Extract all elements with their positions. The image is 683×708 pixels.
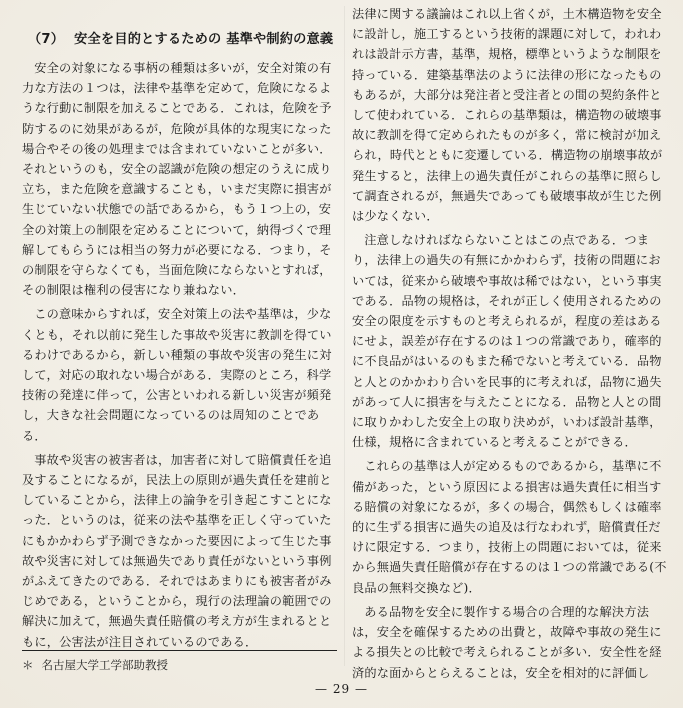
right-column: [352, 4, 670, 687]
paragraph: 安全の対象になる事柄の種類は多いが，安全対策の有力な方法の１つは，法律や基準を定めて，危険になるような行動に制限を加えることである．これは，危険を予防するのに効果があるが，危険が具体的な現実になった場合やその後の処理までは含まれていないことが多い．それというのも，安全の認識が危険の想定のうえに成り立ち，また危険を意識することも，いまだ実際に損害が生じていない状態での話であるから，もう１つ上の，安全の対策上の制限を定めることについて，納得づくで理解してもらうには相当の努力が必要になる．つまり，その制限を守らなくても，当面危険にならないとすれば，その制限は権利の侵害になり兼ねない．: [22, 61, 332, 298]
paragraph: ある品物を安全に製作する場合の合理的な解決方法は，安全を確保するための出費と，故障や事故の発生による損失との比較で考えられることが多い．安全性を経済的な面からとらえることは，安全を相対的に評価し: [352, 604, 662, 680]
paragraph: この意味からすれば，安全対策上の法や基準は，少なくとも，それ以前に発生した事故や災害に教訓を得ているわけであるから，新しい種類の事故や災害の発生に対して，対応の取れない場合がある．実際のところ，科学技術の発達に伴って，公害といわれる新しい災害が頻発し，大きな社会問題になっているのは周知のことである．: [22, 307, 332, 443]
section-heading: [22, 30, 337, 50]
column-gutter: [344, 6, 345, 666]
footnote-text: 名古屋大学工学部助教授: [41, 658, 168, 672]
paragraph: 注意しなければならないことはこの点である．つまり，法律上の過失の有無にかかわらず，技術の問題においては，従来から破壊や事故は稀ではない，という事実である．品物の規格は，それが正しく使用されるための安全の限度を示すものと考えられるが，程度の差はあるにせよ，誤差が存在するのは１つの常識であり，確率的に不良品がはいるのもまた稀でないと考えている．品物と人とのかかわり合いを民事的に考えれば，品物に過失があって人に損害を与えたことになる．品物と人との間に取りかわした安全上の取り決めが，いわば設計基準，仕様，規格に含まれていると考えることができる．: [352, 233, 662, 450]
page-number: — 29 —: [315, 682, 368, 696]
section-title: 安全を目的とするための 基準や制約の意義: [74, 32, 334, 47]
author-footnote: [22, 650, 337, 673]
left-column: [22, 8, 337, 656]
paragraph: これらの基準は人が定めるものであるから，基準に不備があった，という原因による損害は過失責任に相当する賠償の対象になるが，多くの場合，偶然もしくは確率的に生ずる損害に過失の追及は行なわれず，賠償責任だけに限定する．つまり，技術上の問題においては，従来から無過失責任賠償が存在するのは１つの常識である(不良品の無料交換など)．: [352, 459, 667, 595]
footnote-mark: ＊: [22, 658, 34, 672]
paragraph: 法律に関する議論はこれ以上省くが，土木構造物を安全に設計し，施工するという技術的課題に対して，われわれは設計示方書，基準，規格，標準というような制限を持っている．建築基準法のように法律の形になったものもあるが，大部分は発注者と受注者との間の契約条件として使われている．これらの基準類は，構造物の破壊事故に教訓を得て定められたものが多く，常に検討が加えられ，時代とともに変遷している．構造物の崩壊事故が発生すると，法律上の過失責任がこれらの基準に照らして調査されるが，無過失であっても破壊事故が生じた例は少なくない．: [352, 7, 663, 224]
paragraph: 事故や災害の被害者は，加害者に対して賠償責任を追及することになるが，民法上の原則が過失責任を建前としていることから，法律上の論争を引き起こすことになった．というのは，従来の法や基準を正しく守っていたにもかかわらず予測できなかった要因によって生じた事故や災害に対しては無過失であり責任がないという事例がふえてきたのである．それではあまりにも被害者がみじめである，ということから，現行の法理論の範囲での解決に加えて，無過失責任賠償の考え方が生まれるとともに，公害法が注目されているのである．: [22, 452, 332, 649]
section-number: （7）: [28, 32, 65, 47]
